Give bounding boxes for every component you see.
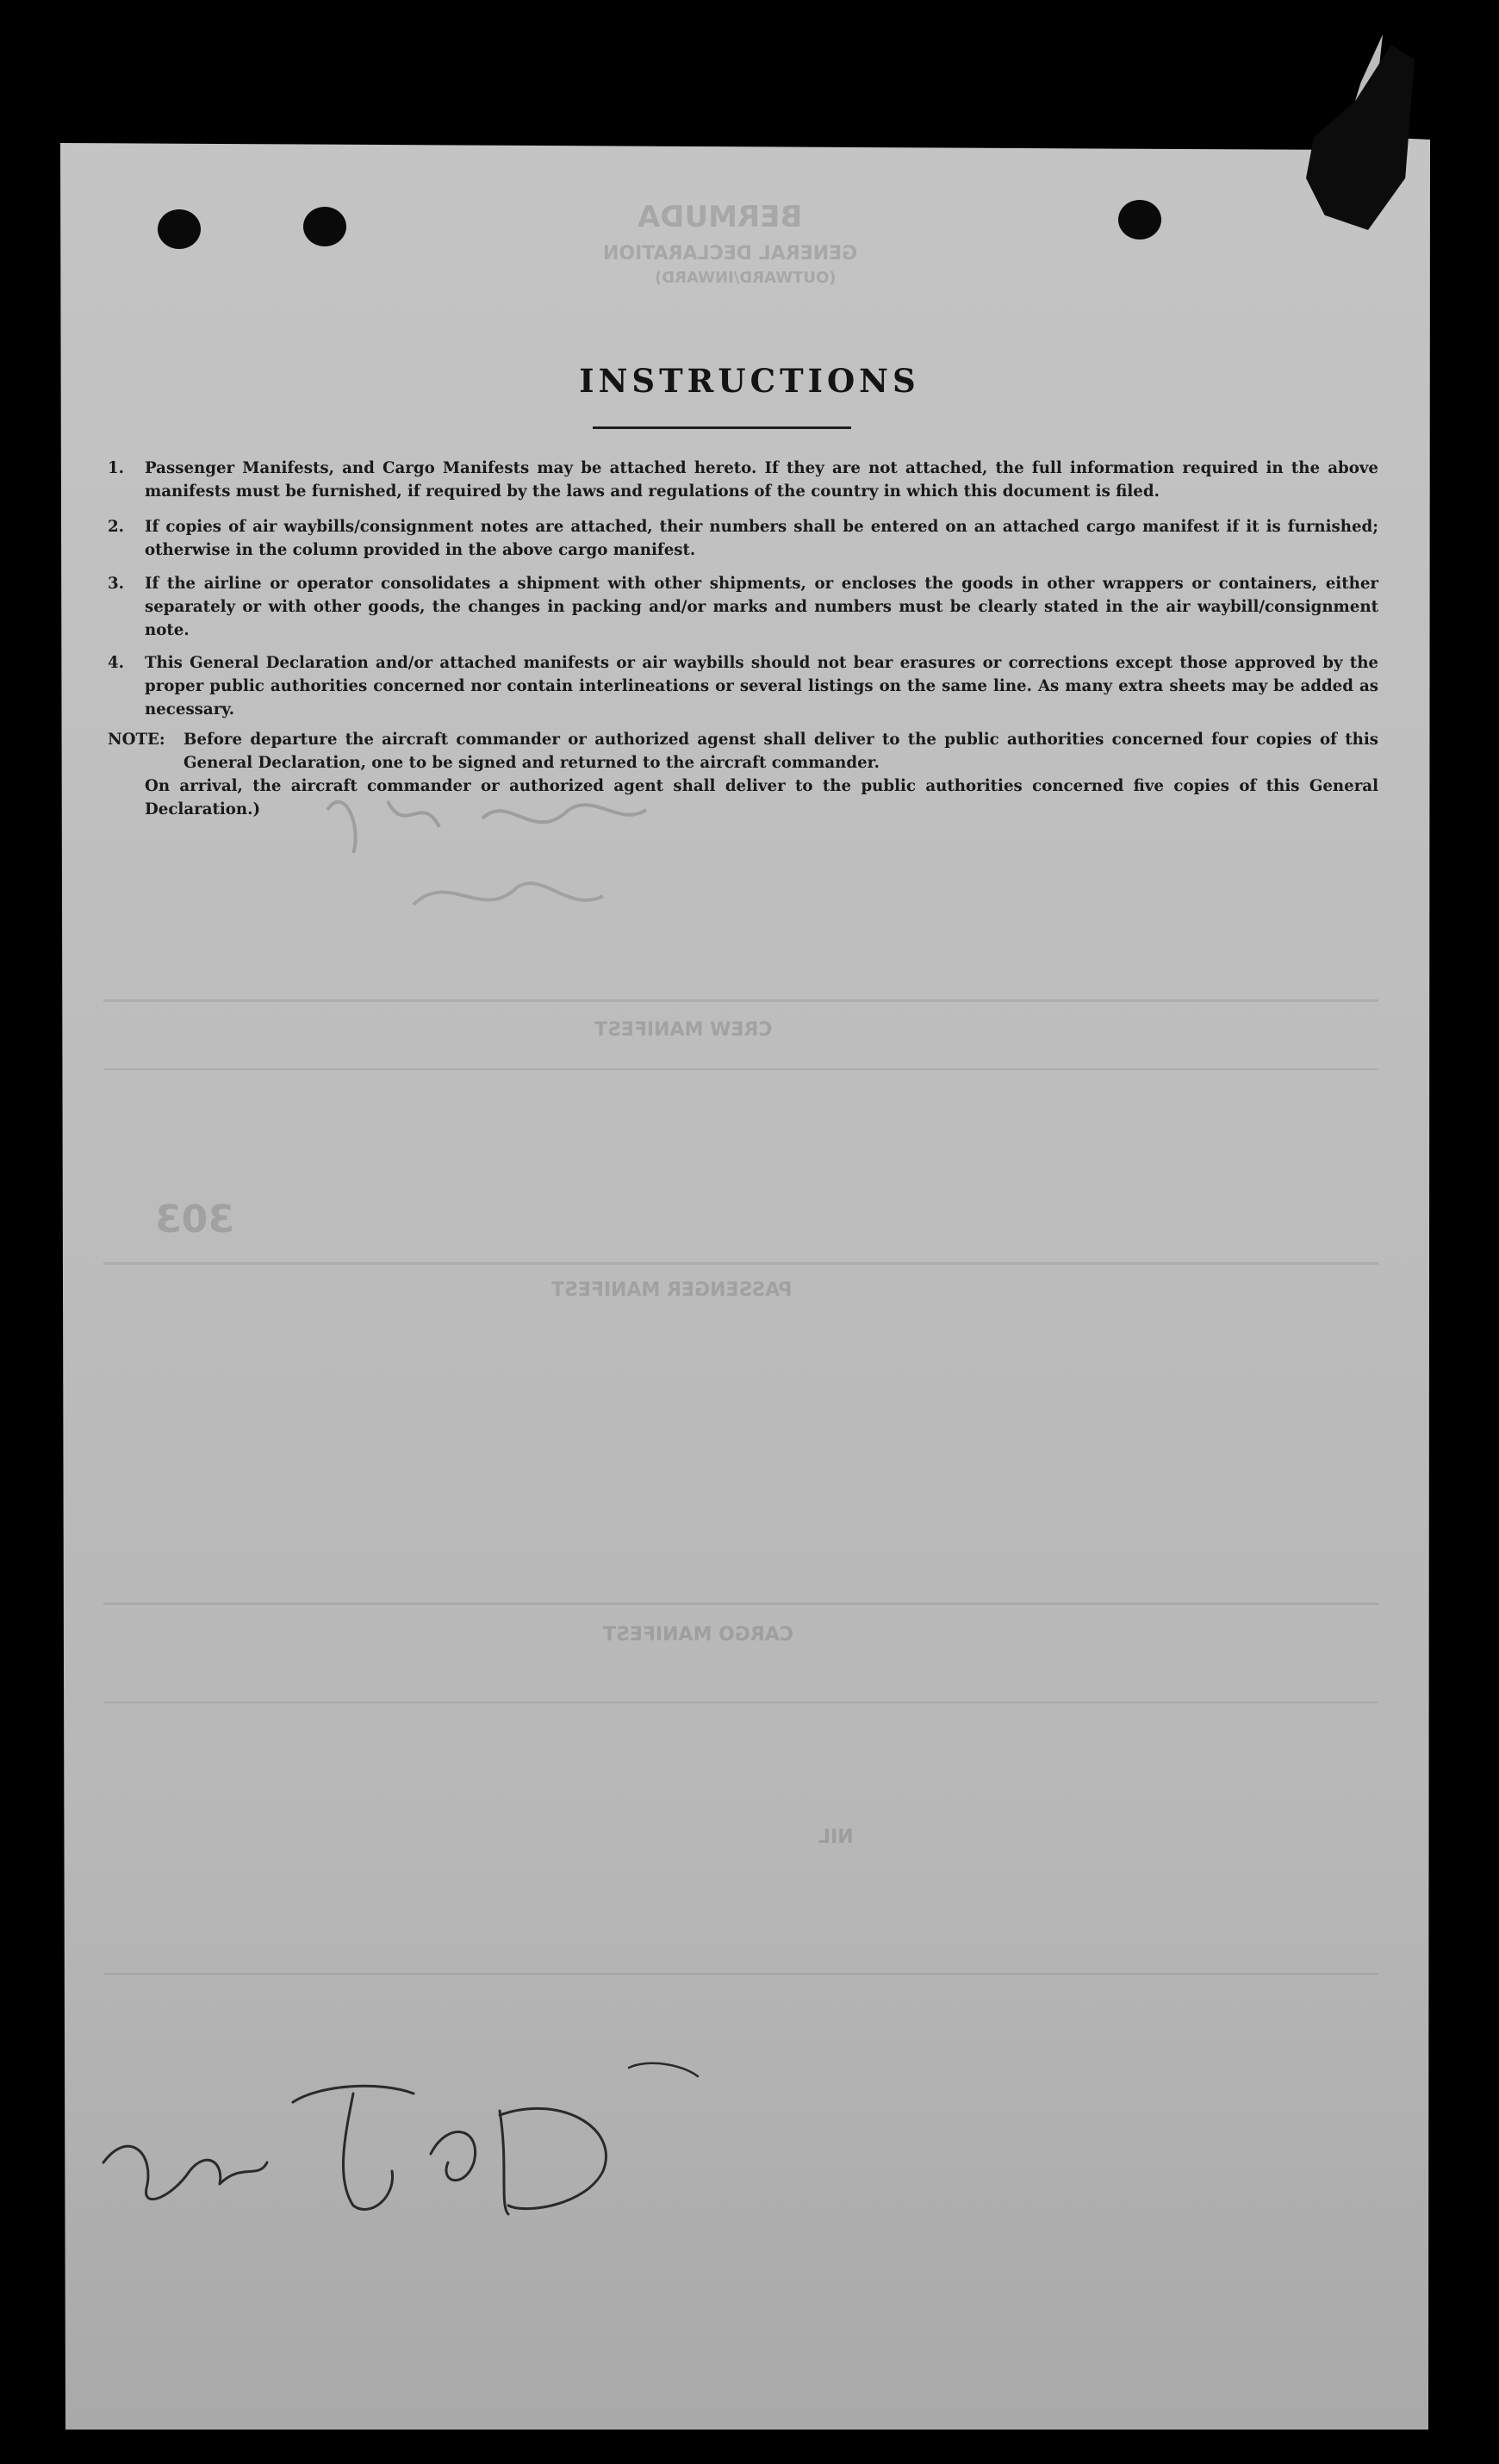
bleed-through-header: BERMUDA [638,200,803,234]
bleed-through-rule [103,1068,1378,1070]
item-text: Passenger Manifests, and Cargo Manifests may be attached hereto. If they are not attached, the full information required in the above manifests must be furnished, if required by the laws and regulations of the country in which this document is filed. [145,459,1378,501]
item-text: This General Declaration and/or attached manifests or air waybills should not bear erasures or corrections except those approved by the proper public authorities concerned nor contain interlineations or several listings on the same line. As many extra sheets may be added as necessary. [145,654,1378,719]
punch-hole-center [303,207,346,246]
bleed-through-handwriting [310,775,672,965]
signature [95,2033,767,2231]
instructions-title: INSTRUCTIONS [579,362,920,400]
note-text-arrival: On arrival, the aircraft commander or authorized agent shall deliver to the public authorities concerned five copies of this General Declaration.) [145,777,1378,818]
item-text: If copies of air waybills/consignment notes are attached, their numbers shall be entered on an attached cargo manifest if it is furnished; otherwise in the column provided in the above cargo manifest. [145,518,1378,559]
note-text: Before departure the aircraft commander or authorized agenst shall deliver to the public authorities concerned four copies of this General Declaration, one to be signed and returned to the aircraft commander. [183,731,1378,772]
note-block [108,728,1378,821]
item-text: If the airline or operator consolidates a shipment with other shipments, or encloses the goods in other wrappers or containers, either separately or with other goods, the changes in packing and/or marks and numbers must be clearly stated in the air waybill/consignment note. [145,575,1378,639]
instruction-item [108,572,1378,642]
instruction-item [108,457,1378,503]
bleed-through-rule [103,999,1378,1002]
instruction-item [108,651,1378,721]
bleed-through-rule [103,1262,1378,1265]
bleed-through-cargo: CARGO MANIFEST [603,1624,793,1646]
punch-hole-right [1118,200,1161,240]
item-number: 4. [108,654,124,672]
bleed-through-passenger: PASSENGER MANIFEST [551,1279,793,1301]
item-number: 2. [108,518,124,536]
bleed-through-rule [103,1602,1378,1605]
bleed-through-crew: CREW MANIFEST [594,1019,773,1041]
bleed-through-subheader2: (OUTWARD/INWARD) [655,269,837,287]
item-number: 3. [108,575,124,593]
note-label: NOTE: [108,731,165,749]
bleed-through-rule [103,1973,1378,1975]
item-number: 1. [108,459,124,477]
punch-hole-left [158,209,201,249]
bleed-through-subheader: GENERAL DECLARATION [603,243,858,264]
instruction-item [108,515,1378,562]
bleed-through-number: 303 [155,1198,234,1241]
bleed-through-nil: NIL [818,1826,854,1848]
title-underline [593,426,851,429]
bleed-through-rule [103,1702,1378,1703]
